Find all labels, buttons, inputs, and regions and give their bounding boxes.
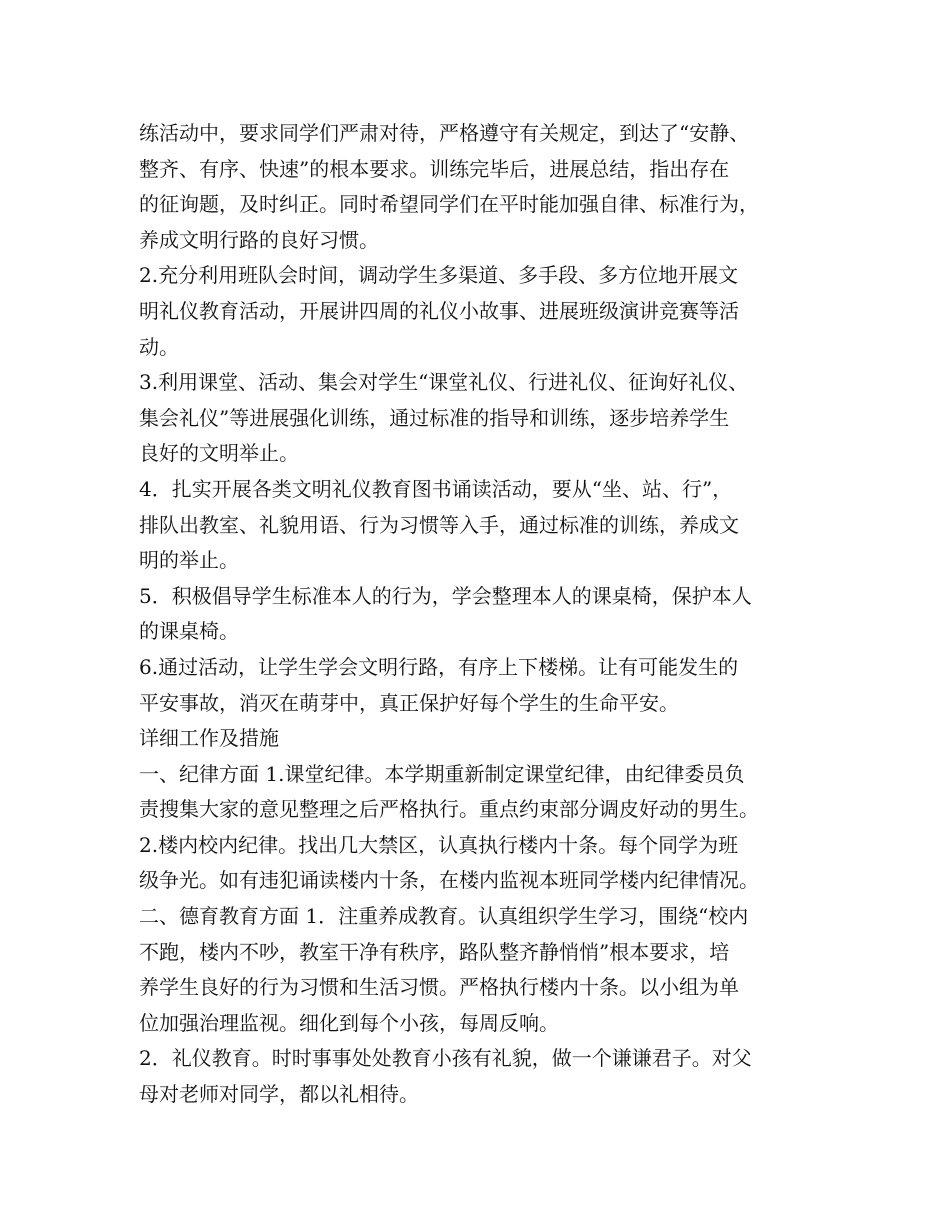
- text-line: 明礼仪教育活动，开展讲四周的礼仪小故事、进展班级演讲竞赛等活: [139, 298, 739, 323]
- text-line: 2.充分利用班队会时间，调动学生多渠道、多手段、多方位地开展文: [139, 263, 739, 288]
- text-line: 动。: [139, 334, 179, 359]
- text-line: 的征询题，及时纠正。同时希望同学们在平时能加强自律、标准行为，: [139, 192, 759, 217]
- text-line: 养学生良好的行为习惯和生活习惯。严格执行楼内十条。以小组为单: [139, 975, 739, 1000]
- text-line: 明的举止。: [139, 548, 239, 573]
- text-line: 3.利用课堂、活动、集会对学生“课堂礼仪、行进礼仪、征询好礼仪、: [139, 370, 749, 395]
- text-line: 4．扎实开展各类文明礼仪教育图书诵读活动，要从“坐、站、行”，: [139, 476, 733, 501]
- text-line: 良好的文明举止。: [139, 441, 299, 466]
- text-line: 二、德育教育方面 1．注重养成教育。认真组织学生学习，围绕“校内: [139, 904, 749, 929]
- text-line: 排队出教室、礼貌用语、行为习惯等入手，通过标准的训练，养成文: [139, 512, 739, 537]
- section-heading: 详细工作及措施: [139, 726, 279, 751]
- text-line: 集会礼仪”等进展强化训练，通过标准的指导和训练，逐步培养学生: [139, 405, 730, 430]
- text-line: 养成文明行路的良好习惯。: [139, 227, 379, 252]
- text-line: 6.通过活动，让学生学会文明行路，有序上下楼梯。让有可能发生的: [139, 654, 739, 679]
- text-line: 级争光。如有违犯诵读楼内十条，在楼内监视本班同学楼内纪律情况。: [139, 868, 759, 893]
- text-line: 责搜集大家的意见整理之后严格执行。重点约束部分调皮好动的男生。: [139, 797, 759, 822]
- text-line: 整齐、有序、快速”的根本要求。训练完毕后，进展总结，指出存在: [139, 156, 730, 181]
- text-line: 练活动中，要求同学们严肃对待，严格遵守有关规定，到达了“安静、: [139, 121, 750, 145]
- text-line: 2.楼内校内纪律。找出几大禁区，认真执行楼内十条。每个同学为班: [139, 832, 739, 857]
- text-line: 母对老师对同学，都以礼相待。: [139, 1082, 419, 1107]
- document-body: [139, 116, 839, 1113]
- text-line: 的课桌椅。: [139, 619, 239, 644]
- text-line: 平安事故，消灭在萌芽中，真正保护好每个学生的生命平安。: [139, 690, 679, 715]
- text-line: 2．礼仪教育。时时事事处处教育小孩有礼貌，做一个谦谦君子。对父: [139, 1046, 752, 1071]
- text-line: 不跑，楼内不吵，教室干净有秩序，路队整齐静悄悄”根本要求，培: [139, 939, 730, 964]
- text-line: 5．积极倡导学生标准本人的行为，学会整理本人的课桌椅，保护本人: [139, 583, 752, 608]
- text-line: 一、纪律方面 1.课堂纪律。本学期重新制定课堂纪律，由纪律委员负: [139, 761, 745, 786]
- text-line: 位加强治理监视。细化到每个小孩，每周反响。: [139, 1010, 559, 1035]
